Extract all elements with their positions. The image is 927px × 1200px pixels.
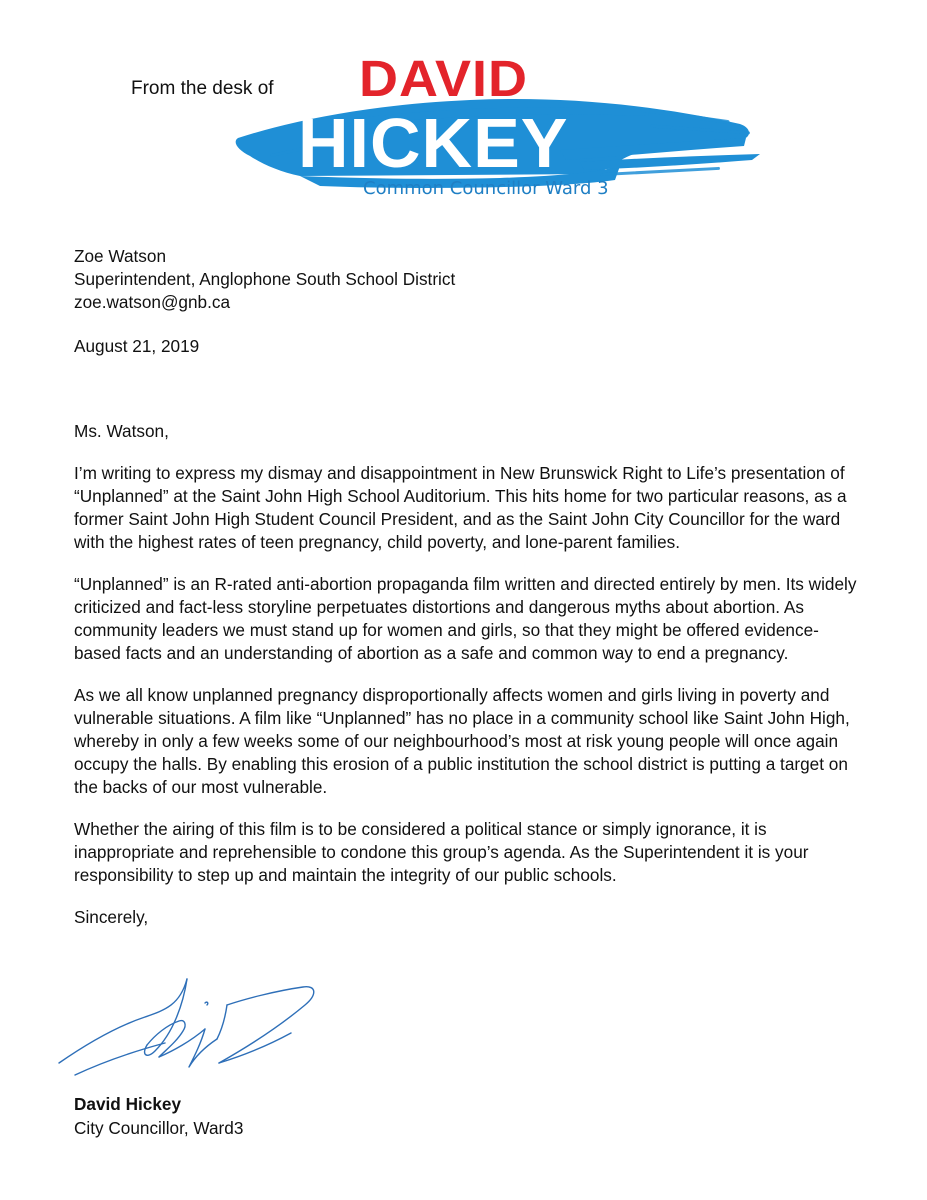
- recipient-name: Zoe Watson: [74, 246, 167, 266]
- signer-name: David Hickey: [74, 1094, 182, 1114]
- logo-tagline: Common Councillor Ward 3: [363, 178, 609, 199]
- salutation: Ms. Watson,: [74, 421, 169, 441]
- logo-last-name: HICKEY: [298, 104, 569, 182]
- paragraph-2: “Unplanned” is an R-rated anti-abortion propaganda film written and directed entirely by men. Its widely criticized and fact-less storyline perpetuates distortions and dangerous myths about abortion. As community leaders we must stand up for women and girls, so that they might be offered evidence-based facts and an understanding of abortion as a safe and common way to end a pregnancy.: [74, 574, 857, 663]
- from-desk-label: From the desk of: [131, 78, 274, 99]
- handwritten-signature: [55, 965, 325, 1090]
- paragraph-1: I’m writing to express my dismay and disappointment in New Brunswick Right to Life’s presentation of “Unplanned” at the Saint John High School Auditorium. This hits home for two particular reasons, as a former Saint John High Student Council President, and as the Saint John City Councillor for the ward with the highest rates of teen pregnancy, child poverty, and lone-parent families.: [74, 463, 847, 552]
- letter-body: [74, 245, 864, 929]
- paragraph-4: Whether the airing of this film is to be considered a political stance or simply ignorance, it is inappropriate and reprehensible to condone this group’s agenda. As the Superintendent it is your responsibility to step up and maintain the integrity of our public schools.: [74, 819, 809, 885]
- recipient-title: Superintendent, Anglophone South School District: [74, 269, 456, 289]
- letterhead: [0, 0, 927, 215]
- letter-date: August 21, 2019: [74, 336, 200, 356]
- recipient-block: [74, 245, 864, 314]
- recipient-email: zoe.watson@gnb.ca: [74, 292, 230, 312]
- paragraph-3: As we all know unplanned pregnancy disproportionally affects women and girls living in poverty and vulnerable situations. A film like “Unplanned” has no place in a community school like Saint John High, whereby in only a few weeks some of our neighbourhood’s most at risk young people will once again occupy the halls. By enabling this erosion of a public institution the school district is putting a target on the backs of our most vulnerable.: [74, 685, 850, 797]
- closing: Sincerely,: [74, 907, 149, 927]
- logo-first-name: DAVID: [358, 50, 528, 108]
- signer-title: City Councillor, Ward3: [74, 1118, 244, 1138]
